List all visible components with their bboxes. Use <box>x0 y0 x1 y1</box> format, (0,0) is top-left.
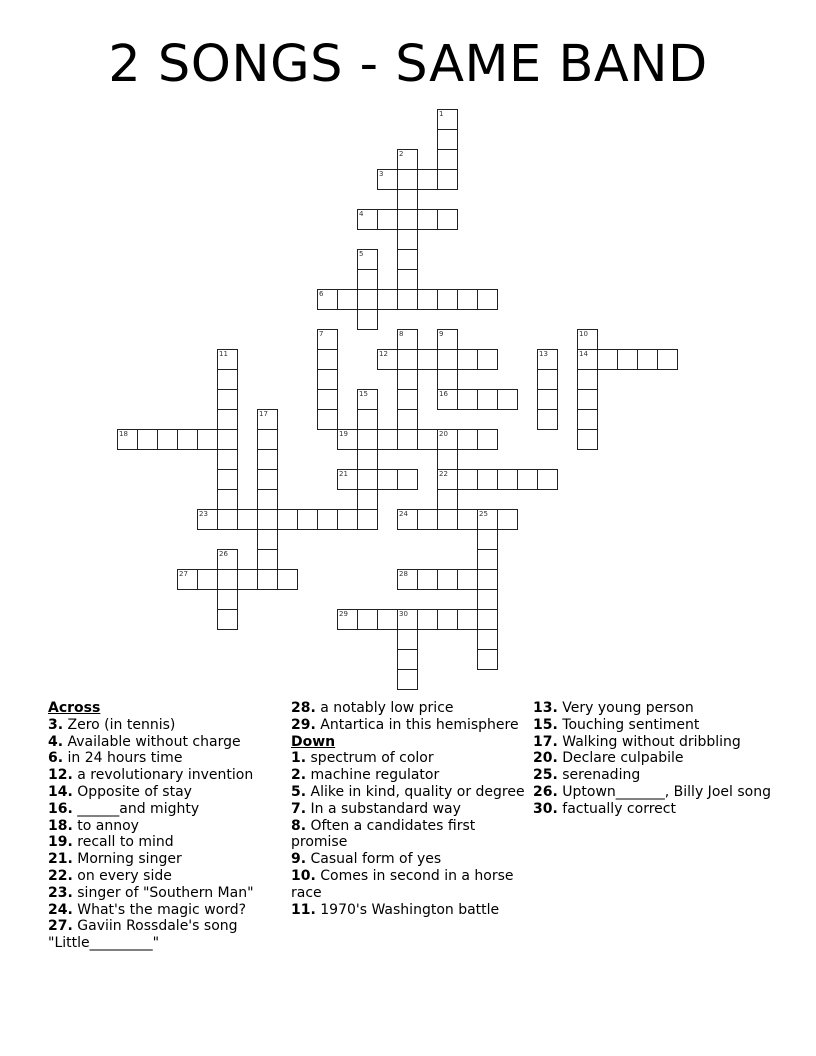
grid-cell[interactable] <box>397 649 418 670</box>
grid-cell[interactable] <box>437 209 458 230</box>
clue-down-2: 2. machine regulator <box>291 767 440 784</box>
grid-cell[interactable] <box>237 509 258 530</box>
clue-number: 2 <box>399 150 404 158</box>
grid-cell[interactable] <box>217 469 238 490</box>
clue-across-4: 4. Available without charge <box>48 733 241 750</box>
grid-cell[interactable] <box>257 489 278 510</box>
grid-cell[interactable] <box>317 509 338 530</box>
grid-cell[interactable] <box>357 309 378 330</box>
grid-cell[interactable] <box>257 569 278 590</box>
grid-cell[interactable] <box>417 609 438 630</box>
grid-cell[interactable] <box>477 509 498 530</box>
clue-number: 7 <box>319 330 324 338</box>
puzzle-title: 2 SONGS - SAME BAND <box>108 35 708 94</box>
grid-cell[interactable] <box>457 389 478 410</box>
grid-cell[interactable] <box>357 389 378 410</box>
clue-across-18: 18. to annoy <box>48 817 139 834</box>
grid-cell[interactable] <box>437 569 458 590</box>
clue-number: 17 <box>259 410 268 418</box>
grid-cell[interactable] <box>477 429 498 450</box>
grid-cell[interactable] <box>657 349 678 370</box>
clue-down-25: 25. serenading <box>533 767 641 784</box>
clue-across-27: 27. Gaviin Rossdale's song "Little_________" <box>48 918 238 952</box>
grid-cell[interactable] <box>357 409 378 430</box>
grid-cell[interactable] <box>317 349 338 370</box>
grid-cell[interactable] <box>317 389 338 410</box>
clue-number: 9 <box>439 330 444 338</box>
clue-down-30: 30. factually correct <box>533 800 676 817</box>
grid-cell[interactable] <box>217 349 238 370</box>
grid-cell[interactable] <box>437 149 458 170</box>
grid-cell[interactable] <box>317 289 338 310</box>
clue-down-7: 7. In a substandard way <box>291 800 461 817</box>
grid-cell[interactable] <box>477 389 498 410</box>
grid-cell[interactable] <box>397 429 418 450</box>
clue-number: 22 <box>439 470 448 478</box>
across-header: Across <box>48 700 101 716</box>
grid-cell[interactable] <box>437 389 458 410</box>
grid-cell[interactable] <box>357 469 378 490</box>
grid-cell[interactable] <box>477 569 498 590</box>
grid-cell[interactable] <box>257 429 278 450</box>
grid-cell[interactable] <box>437 429 458 450</box>
grid-cell[interactable] <box>337 469 358 490</box>
clue-down-9: 9. Casual form of yes <box>291 851 442 868</box>
grid-cell[interactable] <box>317 329 338 350</box>
clue-across-23: 23. singer of "Southern Man" <box>48 884 254 901</box>
grid-cell[interactable] <box>357 209 378 230</box>
clue-number: 30 <box>399 610 408 618</box>
grid-cell[interactable] <box>397 269 418 290</box>
grid-cell[interactable] <box>437 489 458 510</box>
grid-cell[interactable] <box>497 389 518 410</box>
clue-number: 6 <box>319 290 324 298</box>
clue-number: 4 <box>359 210 364 218</box>
clues-column-3 <box>533 700 773 818</box>
grid-cell[interactable] <box>217 509 238 530</box>
grid-cell[interactable] <box>157 429 178 450</box>
grid-cell[interactable] <box>377 169 398 190</box>
grid-cell[interactable] <box>397 629 418 650</box>
clue-number: 19 <box>339 430 348 438</box>
grid-cell[interactable] <box>437 469 458 490</box>
grid-cell[interactable] <box>217 389 238 410</box>
clue-down-13: 13. Very young person <box>533 700 694 716</box>
grid-cell[interactable] <box>417 289 438 310</box>
grid-cell[interactable] <box>497 509 518 530</box>
grid-cell[interactable] <box>397 469 418 490</box>
grid-cell[interactable] <box>217 409 238 430</box>
grid-cell[interactable] <box>437 109 458 130</box>
grid-cell[interactable] <box>417 509 438 530</box>
clue-number: 13 <box>539 350 548 358</box>
clue-number: 1 <box>439 110 444 118</box>
clue-number: 11 <box>219 350 228 358</box>
clue-number: 21 <box>339 470 348 478</box>
grid-cell[interactable] <box>437 509 458 530</box>
grid-cell[interactable] <box>317 369 338 390</box>
grid-cell[interactable] <box>217 609 238 630</box>
grid-cell[interactable] <box>197 569 218 590</box>
grid-cell[interactable] <box>577 369 598 390</box>
grid-cell[interactable] <box>397 169 418 190</box>
grid-cell[interactable] <box>637 349 658 370</box>
grid-cell[interactable] <box>477 349 498 370</box>
grid-cell[interactable] <box>197 509 218 530</box>
grid-cell[interactable] <box>457 349 478 370</box>
clue-number: 15 <box>359 390 368 398</box>
grid-cell[interactable] <box>237 569 258 590</box>
grid-cell[interactable] <box>297 509 318 530</box>
clue-number: 8 <box>399 330 404 338</box>
grid-cell[interactable] <box>357 429 378 450</box>
grid-cell[interactable] <box>137 429 158 450</box>
grid-cell[interactable] <box>437 129 458 150</box>
grid-cell[interactable] <box>257 509 278 530</box>
down-header: Down <box>291 733 336 750</box>
grid-cell[interactable] <box>397 329 418 350</box>
grid-cell[interactable] <box>397 149 418 170</box>
grid-cell[interactable] <box>357 249 378 270</box>
clue-across-21: 21. Morning singer <box>48 851 182 868</box>
grid-cell[interactable] <box>217 569 238 590</box>
grid-cell[interactable] <box>397 509 418 530</box>
clue-across-22: 22. on every side <box>48 867 172 884</box>
clue-down-8: 8. Often a candidates first promise <box>291 817 476 851</box>
grid-cell[interactable] <box>377 469 398 490</box>
clue-down-26: 26. Uptown_______, Billy Joel song <box>533 783 771 800</box>
grid-cell[interactable] <box>217 489 238 510</box>
grid-cell[interactable] <box>577 409 598 430</box>
grid-cell[interactable] <box>397 389 418 410</box>
grid-cell[interactable] <box>337 609 358 630</box>
grid-cell[interactable] <box>397 609 418 630</box>
grid-cell[interactable] <box>457 609 478 630</box>
grid-cell[interactable] <box>417 169 438 190</box>
grid-cell[interactable] <box>537 369 558 390</box>
grid-cell[interactable] <box>377 429 398 450</box>
clue-across-29: 29. Antartica in this hemisphere <box>291 716 519 733</box>
grid-cell[interactable] <box>197 429 218 450</box>
grid-cell[interactable] <box>117 429 138 450</box>
clue-across-6: 6. in 24 hours time <box>48 750 183 767</box>
grid-cell[interactable] <box>537 469 558 490</box>
clue-number: 14 <box>579 350 588 358</box>
grid-cell[interactable] <box>477 289 498 310</box>
grid-cell[interactable] <box>217 449 238 470</box>
clue-down-11: 11. 1970's Washington battle <box>291 901 500 918</box>
clue-number: 16 <box>439 390 448 398</box>
clue-across-16: 16. ______and mighty <box>48 800 200 817</box>
grid-cell[interactable] <box>537 389 558 410</box>
grid-cell[interactable] <box>437 609 458 630</box>
clues-column-2 <box>291 700 526 918</box>
grid-cell[interactable] <box>497 469 518 490</box>
grid-cell[interactable] <box>477 589 498 610</box>
clue-number: 26 <box>219 550 228 558</box>
grid-cell[interactable] <box>377 289 398 310</box>
grid-cell[interactable] <box>357 269 378 290</box>
grid-cell[interactable] <box>397 209 418 230</box>
clue-number: 3 <box>379 170 384 178</box>
grid-cell[interactable] <box>397 229 418 250</box>
grid-cell[interactable] <box>577 429 598 450</box>
grid-cell[interactable] <box>577 349 598 370</box>
grid-cell[interactable] <box>397 289 418 310</box>
grid-cell[interactable] <box>397 569 418 590</box>
grid-cell[interactable] <box>357 289 378 310</box>
clue-number: 12 <box>379 350 388 358</box>
grid-cell[interactable] <box>477 529 498 550</box>
clue-down-5: 5. Alike in kind, quality or degree <box>291 783 525 800</box>
grid-cell[interactable] <box>257 469 278 490</box>
grid-cell[interactable] <box>457 569 478 590</box>
clue-number: 5 <box>359 250 364 258</box>
grid-cell[interactable] <box>437 449 458 470</box>
grid-cell[interactable] <box>397 369 418 390</box>
grid-cell[interactable] <box>257 549 278 570</box>
clue-across-19: 19. recall to mind <box>48 834 174 851</box>
grid-cell[interactable] <box>437 169 458 190</box>
grid-cell[interactable] <box>217 549 238 570</box>
grid-cell[interactable] <box>417 429 438 450</box>
grid-cell[interactable] <box>417 209 438 230</box>
clue-across-14: 14. Opposite of stay <box>48 783 192 800</box>
grid-cell[interactable] <box>357 449 378 470</box>
grid-cell[interactable] <box>397 249 418 270</box>
grid-cell[interactable] <box>257 529 278 550</box>
clue-number: 28 <box>399 570 408 578</box>
clue-down-10: 10. Comes in second in a horse race <box>291 867 514 901</box>
grid-cell[interactable] <box>477 609 498 630</box>
clue-number: 25 <box>479 510 488 518</box>
grid-cell[interactable] <box>177 429 198 450</box>
grid-cell[interactable] <box>417 569 438 590</box>
grid-cell[interactable] <box>537 349 558 370</box>
grid-cell[interactable] <box>597 349 618 370</box>
grid-cell[interactable] <box>477 649 498 670</box>
grid-cell[interactable] <box>457 509 478 530</box>
grid-cell[interactable] <box>437 289 458 310</box>
grid-cell[interactable] <box>377 609 398 630</box>
clue-number: 10 <box>579 330 588 338</box>
grid-cell[interactable] <box>477 549 498 570</box>
clue-down-1: 1. spectrum of color <box>291 750 434 767</box>
grid-cell[interactable] <box>397 409 418 430</box>
grid-cell[interactable] <box>357 609 378 630</box>
grid-cell[interactable] <box>377 349 398 370</box>
grid-cell[interactable] <box>537 409 558 430</box>
grid-cell[interactable] <box>257 449 278 470</box>
grid-cell[interactable] <box>577 389 598 410</box>
grid-cell[interactable] <box>437 369 458 390</box>
grid-cell[interactable] <box>177 569 198 590</box>
clue-across-24: 24. What's the magic word? <box>48 901 247 918</box>
clues-column-1 <box>48 700 283 952</box>
grid-cell[interactable] <box>457 469 478 490</box>
grid-cell[interactable] <box>477 469 498 490</box>
clue-number: 20 <box>439 430 448 438</box>
grid-cell[interactable] <box>437 329 458 350</box>
grid-cell[interactable] <box>617 349 638 370</box>
clue-number: 18 <box>119 430 128 438</box>
grid-cell[interactable] <box>317 409 338 430</box>
grid-cell[interactable] <box>357 509 378 530</box>
grid-cell[interactable] <box>397 669 418 690</box>
grid-cell[interactable] <box>377 209 398 230</box>
grid-cell[interactable] <box>437 349 458 370</box>
grid-cell[interactable] <box>277 509 298 530</box>
grid-cell[interactable] <box>457 429 478 450</box>
grid-cell[interactable] <box>357 489 378 510</box>
grid-cell[interactable] <box>457 289 478 310</box>
clue-down-17: 17. Walking without dribbling <box>533 733 741 750</box>
grid-cell[interactable] <box>337 509 358 530</box>
clue-number: 27 <box>179 570 188 578</box>
clue-across-3: 3. Zero (in tennis) <box>48 716 176 733</box>
grid-cell[interactable] <box>417 349 438 370</box>
grid-cell[interactable] <box>217 589 238 610</box>
grid-cell[interactable] <box>337 289 358 310</box>
grid-cell[interactable] <box>337 429 358 450</box>
grid-cell[interactable] <box>397 189 418 210</box>
clue-across-12: 12. a revolutionary invention <box>48 767 254 784</box>
grid-cell[interactable] <box>577 329 598 350</box>
clue-down-15: 15. Touching sentiment <box>533 716 700 733</box>
clue-number: 29 <box>339 610 348 618</box>
grid-cell[interactable] <box>477 629 498 650</box>
grid-cell[interactable] <box>217 369 238 390</box>
grid-cell[interactable] <box>257 409 278 430</box>
clue-across-28: 28. a notably low price <box>291 700 454 716</box>
grid-cell[interactable] <box>397 349 418 370</box>
clue-down-20: 20. Declare culpabile <box>533 750 684 767</box>
grid-cell[interactable] <box>217 429 238 450</box>
grid-cell[interactable] <box>277 569 298 590</box>
clue-number: 23 <box>199 510 208 518</box>
clue-number: 24 <box>399 510 408 518</box>
grid-cell[interactable] <box>517 469 538 490</box>
